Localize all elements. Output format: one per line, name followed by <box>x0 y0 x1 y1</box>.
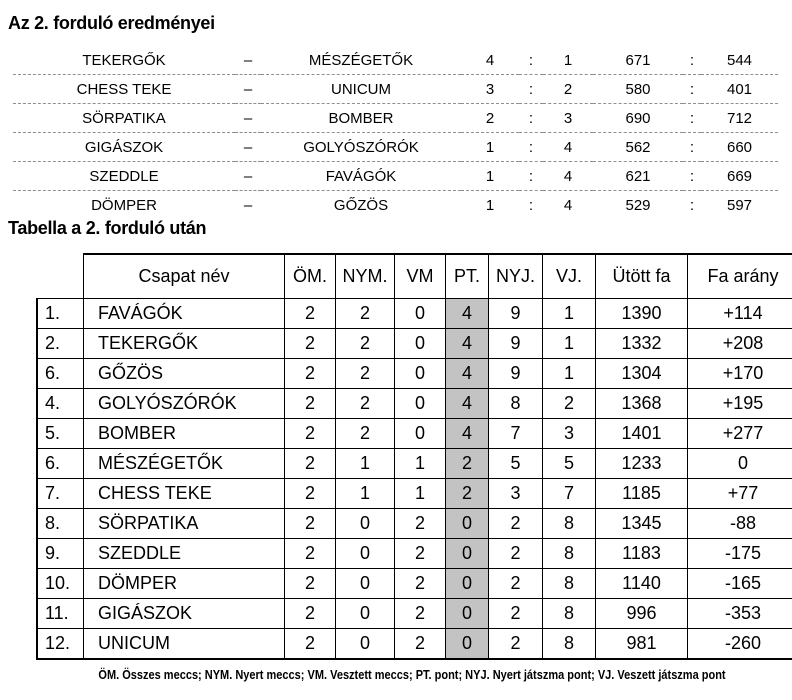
pt-cell: 4 <box>446 299 489 329</box>
vs-dash: – <box>235 46 261 75</box>
home-pins: 690 <box>593 104 683 133</box>
nym-cell: 0 <box>336 599 395 629</box>
rank-cell: 6. <box>37 359 84 389</box>
fa-arany-cell: +77 <box>688 479 792 509</box>
home-team: SÖRPATIKA <box>13 104 235 133</box>
fa-arany-cell: +114 <box>688 299 792 329</box>
nyj-cell: 9 <box>489 299 543 329</box>
pt-cell: 0 <box>446 629 489 660</box>
home-set-score: 3 <box>461 75 519 104</box>
nyj-cell: 3 <box>489 479 543 509</box>
utott-fa-cell: 1368 <box>596 389 688 419</box>
away-team: MÉSZÉGETŐK <box>261 46 461 75</box>
utott-fa-cell: 1345 <box>596 509 688 539</box>
pt-cell: 0 <box>446 599 489 629</box>
home-pins: 529 <box>625 196 651 214</box>
vj-cell: 8 <box>543 599 596 629</box>
utott-fa-cell: 1332 <box>596 329 688 359</box>
away-pins: 597 <box>726 196 753 214</box>
table-row <box>37 389 792 419</box>
away-set-score: 4 <box>563 196 573 214</box>
nym-cell: 2 <box>336 299 395 329</box>
vj-cell: 1 <box>543 359 596 389</box>
fa-arany-cell: -165 <box>688 569 792 599</box>
nym-cell: 2 <box>336 329 395 359</box>
vs-dash: – <box>235 75 261 104</box>
nym-cell: 1 <box>336 479 395 509</box>
vj-cell: 8 <box>543 569 596 599</box>
away-pins: 712 <box>701 104 778 133</box>
nym-cell: 2 <box>336 359 395 389</box>
team-cell: GOLYÓSZÓRÓK <box>84 389 285 419</box>
fa-arany-cell: +277 <box>688 419 792 449</box>
match-row <box>13 133 778 162</box>
away-team: GOLYÓSZÓRÓK <box>261 133 461 162</box>
home-team: CHESS TEKE <box>13 75 235 104</box>
score-colon: : <box>519 75 543 104</box>
team-cell: SZEDDLE <box>84 539 285 569</box>
home-pins: 621 <box>593 162 683 191</box>
nyj-cell: 8 <box>489 389 543 419</box>
table-row <box>37 509 792 539</box>
utott-fa-cell: 1185 <box>596 479 688 509</box>
home-team: TEKERGŐK <box>13 46 235 75</box>
away-pins: 669 <box>701 162 778 191</box>
away-team: UNICUM <box>261 75 461 104</box>
away-team: GŐZÖS <box>333 196 389 214</box>
om-cell: 2 <box>285 329 336 359</box>
pt-cell: 4 <box>446 329 489 359</box>
pins-colon: : <box>683 104 701 133</box>
utott-fa-cell: 1183 <box>596 539 688 569</box>
away-set-score: 4 <box>543 162 593 191</box>
om-cell: 2 <box>285 419 336 449</box>
team-cell: DÖMPER <box>84 569 285 599</box>
nyj-cell: 5 <box>489 449 543 479</box>
pins-colon: : <box>683 46 701 75</box>
home-team: SZEDDLE <box>13 162 235 191</box>
col-header-pt: PT. <box>446 254 489 299</box>
col-header-nym: NYM. <box>336 254 395 299</box>
vj-cell: 5 <box>543 449 596 479</box>
nyj-cell: 2 <box>489 509 543 539</box>
vm-cell: 1 <box>395 479 446 509</box>
pt-cell: 4 <box>446 389 489 419</box>
table-row <box>37 599 792 629</box>
table-row <box>37 539 792 569</box>
utott-fa-cell: 1304 <box>596 359 688 389</box>
vs-dash: – <box>235 104 261 133</box>
match-row <box>13 46 778 75</box>
team-cell: BOMBER <box>84 419 285 449</box>
utott-fa-cell: 981 <box>596 629 688 660</box>
pt-cell: 4 <box>446 359 489 389</box>
vm-cell: 0 <box>395 419 446 449</box>
standings-header-row <box>37 254 792 299</box>
table-row <box>37 569 792 599</box>
rank-cell: 10. <box>37 569 84 599</box>
om-cell: 2 <box>285 479 336 509</box>
away-pins: 660 <box>701 133 778 162</box>
rank-cell: 4. <box>37 389 84 419</box>
team-cell: MÉSZÉGETŐK <box>84 449 285 479</box>
vj-cell: 3 <box>543 419 596 449</box>
vj-cell: 1 <box>543 329 596 359</box>
pt-cell: 0 <box>446 539 489 569</box>
col-header-om: ÖM. <box>285 254 336 299</box>
om-cell: 2 <box>285 359 336 389</box>
vj-cell: 7 <box>543 479 596 509</box>
utott-fa-cell: 1233 <box>596 449 688 479</box>
nym-cell: 0 <box>336 629 395 660</box>
away-set-score: 1 <box>543 46 593 75</box>
table-row <box>37 479 792 509</box>
rank-cell: 6. <box>37 449 84 479</box>
vm-cell: 0 <box>395 329 446 359</box>
away-set-score: 2 <box>543 75 593 104</box>
nym-cell: 0 <box>336 509 395 539</box>
rank-cell: 9. <box>37 539 84 569</box>
team-cell: SÖRPATIKA <box>84 509 285 539</box>
vm-cell: 1 <box>395 449 446 479</box>
vm-cell: 2 <box>395 569 446 599</box>
om-cell: 2 <box>285 569 336 599</box>
vm-cell: 2 <box>395 599 446 629</box>
rank-cell: 1. <box>37 299 84 329</box>
nyj-cell: 9 <box>489 359 543 389</box>
away-set-score: 4 <box>543 133 593 162</box>
vj-cell: 8 <box>543 539 596 569</box>
match-row <box>13 191 778 220</box>
pt-cell: 2 <box>446 479 489 509</box>
nym-cell: 2 <box>336 419 395 449</box>
om-cell: 2 <box>285 509 336 539</box>
om-cell: 2 <box>285 449 336 479</box>
rank-cell: 11. <box>37 599 84 629</box>
vs-dash: – <box>235 162 261 191</box>
match-row <box>13 75 778 104</box>
om-cell: 2 <box>285 599 336 629</box>
om-cell: 2 <box>285 629 336 660</box>
pins-colon: : <box>689 196 695 214</box>
utott-fa-cell: 1401 <box>596 419 688 449</box>
abbreviation-legend: ÖM. Összes meccs; NYM. Nyert meccs; VM. Vesztett meccs; PT. pont; NYJ. Nyert játszma pont; VJ. Veszett játszma pont <box>98 668 726 682</box>
pt-cell: 4 <box>446 419 489 449</box>
pt-cell: 2 <box>446 449 489 479</box>
col-header-team: Csapat név <box>84 254 285 299</box>
fa-arany-cell: -175 <box>688 539 792 569</box>
vj-cell: 1 <box>543 299 596 329</box>
col-header-vm: VM <box>395 254 446 299</box>
pins-colon: : <box>683 75 701 104</box>
home-set-score: 4 <box>461 46 519 75</box>
vs-dash: – <box>235 133 261 162</box>
vm-cell: 2 <box>395 539 446 569</box>
vm-cell: 2 <box>395 629 446 660</box>
away-set-score: 3 <box>543 104 593 133</box>
match-row <box>13 162 778 191</box>
away-pins: 544 <box>701 46 778 75</box>
team-cell: GIGÁSZOK <box>84 599 285 629</box>
rank-cell: 7. <box>37 479 84 509</box>
away-team: BOMBER <box>261 104 461 133</box>
nym-cell: 2 <box>336 389 395 419</box>
col-header-fa-arany: Fa arány <box>688 254 792 299</box>
vm-cell: 0 <box>395 299 446 329</box>
col-header-vj: VJ. <box>543 254 596 299</box>
team-cell: TEKERGŐK <box>84 329 285 359</box>
nyj-cell: 2 <box>489 569 543 599</box>
vj-cell: 8 <box>543 629 596 660</box>
table-row <box>37 299 792 329</box>
fa-arany-cell: 0 <box>688 449 792 479</box>
vs-dash: – <box>243 196 253 214</box>
pt-cell: 0 <box>446 509 489 539</box>
nyj-cell: 2 <box>489 599 543 629</box>
team-cell: GŐZÖS <box>84 359 285 389</box>
nym-cell: 0 <box>336 569 395 599</box>
om-cell: 2 <box>285 539 336 569</box>
fa-arany-cell: -260 <box>688 629 792 660</box>
table-row <box>37 419 792 449</box>
standings-title: Tabella a 2. forduló után <box>8 218 207 238</box>
utott-fa-cell: 1140 <box>596 569 688 599</box>
score-colon: : <box>519 104 543 133</box>
nyj-cell: 2 <box>489 539 543 569</box>
utott-fa-cell: 1390 <box>596 299 688 329</box>
fa-arany-cell: +208 <box>688 329 792 359</box>
home-pins: 580 <box>593 75 683 104</box>
standings-table <box>36 253 792 660</box>
score-colon: : <box>528 196 534 214</box>
vm-cell: 0 <box>395 359 446 389</box>
col-header-utott-fa: Ütött fa <box>596 254 688 299</box>
rank-cell: 8. <box>37 509 84 539</box>
vj-cell: 2 <box>543 389 596 419</box>
nyj-cell: 7 <box>489 419 543 449</box>
pt-cell: 0 <box>446 569 489 599</box>
nyj-cell: 9 <box>489 329 543 359</box>
om-cell: 2 <box>285 299 336 329</box>
score-colon: : <box>519 162 543 191</box>
table-row <box>37 359 792 389</box>
vm-cell: 0 <box>395 389 446 419</box>
home-pins: 671 <box>593 46 683 75</box>
fa-arany-cell: +170 <box>688 359 792 389</box>
home-set-score: 1 <box>461 133 519 162</box>
team-cell: UNICUM <box>84 629 285 660</box>
home-team: GIGÁSZOK <box>13 133 235 162</box>
nym-cell: 1 <box>336 449 395 479</box>
score-colon: : <box>519 133 543 162</box>
col-header-nyj: NYJ. <box>489 254 543 299</box>
nym-cell: 0 <box>336 539 395 569</box>
om-cell: 2 <box>285 389 336 419</box>
round-results-table <box>13 46 778 219</box>
pins-colon: : <box>683 162 701 191</box>
vj-cell: 8 <box>543 509 596 539</box>
rank-cell: 5. <box>37 419 84 449</box>
home-set-score: 1 <box>461 162 519 191</box>
match-row <box>13 104 778 133</box>
score-colon: : <box>519 46 543 75</box>
rank-cell: 12. <box>37 629 84 660</box>
home-set-score: 2 <box>461 104 519 133</box>
fa-arany-cell: -88 <box>688 509 792 539</box>
table-row <box>37 449 792 479</box>
utott-fa-cell: 996 <box>596 599 688 629</box>
corner-empty-cell <box>37 254 84 299</box>
fa-arany-cell: +195 <box>688 389 792 419</box>
home-pins: 562 <box>593 133 683 162</box>
team-cell: CHESS TEKE <box>84 479 285 509</box>
vm-cell: 2 <box>395 509 446 539</box>
home-set-score: 1 <box>485 196 495 214</box>
pins-colon: : <box>683 133 701 162</box>
fa-arany-cell: -353 <box>688 599 792 629</box>
nyj-cell: 2 <box>489 629 543 660</box>
away-pins: 401 <box>701 75 778 104</box>
away-team: FAVÁGÓK <box>261 162 461 191</box>
rank-cell: 2. <box>37 329 84 359</box>
table-row <box>37 329 792 359</box>
table-row <box>37 629 792 660</box>
results-title: Az 2. forduló eredményei <box>8 13 215 33</box>
home-team: DÖMPER <box>91 196 157 214</box>
team-cell: FAVÁGÓK <box>84 299 285 329</box>
